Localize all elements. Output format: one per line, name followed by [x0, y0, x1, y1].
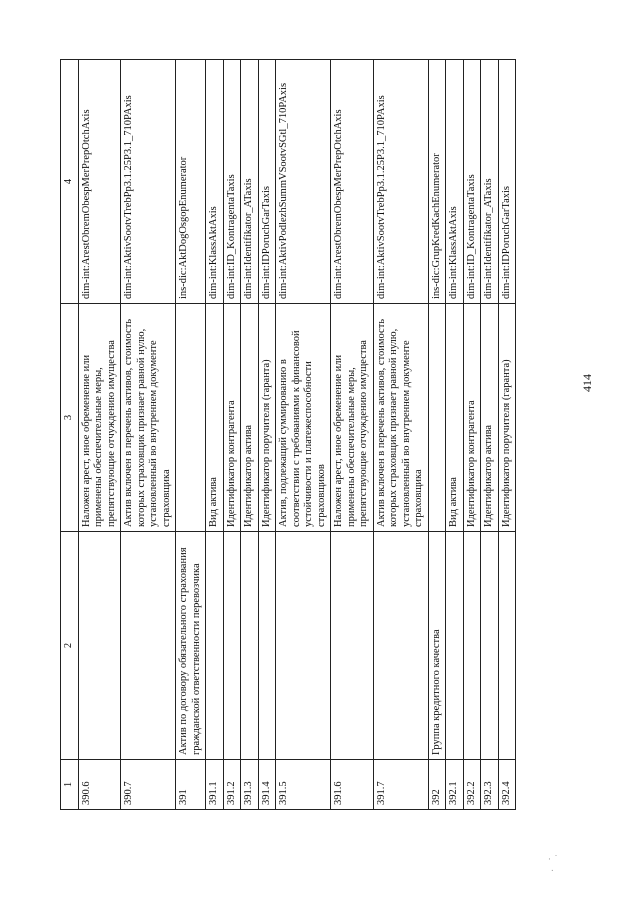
table-row — [206, 60, 224, 810]
table-row — [276, 60, 331, 810]
code-cell: dim-int:KlassAktAxis — [446, 60, 464, 304]
name-cell: Актив, подлежащий суммированию в соответствии с требованиями к финансовой устойчивости и платежеспособности страховщиков — [276, 304, 331, 532]
table-row — [481, 60, 499, 810]
group-cell — [446, 532, 464, 760]
row-number-cell: 392.4 — [498, 760, 516, 810]
code-cell: dim-int:IDPoruchGarTaxis — [498, 60, 516, 304]
table-row — [446, 60, 464, 810]
row-number-cell: 391.2 — [223, 760, 241, 810]
group-cell — [481, 532, 499, 760]
row-number-cell: 391.6 — [331, 760, 374, 810]
code-cell: dim-int:AktivSootvTrebPp3.1.25P3.1_710PAxis — [373, 60, 428, 304]
scan-marks: · ˙ . — [548, 855, 559, 874]
row-number-cell: 390.7 — [121, 760, 176, 810]
group-cell — [276, 532, 331, 760]
header-cell-3: 3 — [61, 304, 79, 532]
code-cell: dim-int:Identifikator_ATaxis — [481, 60, 499, 304]
table-row — [223, 60, 241, 810]
row-number-cell: 391 — [176, 760, 206, 810]
row-number-cell: 391.3 — [241, 760, 259, 810]
row-number-cell: 391.5 — [276, 760, 331, 810]
row-number-cell: 392 — [428, 760, 446, 810]
row-number-cell: 392.3 — [481, 760, 499, 810]
code-cell: dim-int:ArestObremObespMerPrepOtchAxis — [78, 60, 121, 304]
name-cell: Идентификатор поручителя (гаранта) — [498, 304, 516, 532]
table-row — [373, 60, 428, 810]
page-number: 414 — [580, 374, 594, 392]
code-cell: ins-dic:GrupKredKachEnumerator — [428, 60, 446, 304]
table-row — [498, 60, 516, 810]
group-cell — [78, 532, 121, 760]
group-cell — [223, 532, 241, 760]
code-cell: dim-int:Identifikator_ATaxis — [241, 60, 259, 304]
group-cell: Группа кредитного качества — [428, 532, 446, 760]
name-cell — [428, 304, 446, 532]
row-number-cell: 391.1 — [206, 760, 224, 810]
code-cell: dim-int:KlassAktAxis — [206, 60, 224, 304]
name-cell: Наложен арест, иное обременение или применены обеспечительные меры, препятствующие отчуждению имущества — [78, 304, 121, 532]
code-cell: dim-int:ID_KontragentaTaxis — [223, 60, 241, 304]
name-cell: Идентификатор поручителя (гаранта) — [258, 304, 276, 532]
group-cell — [241, 532, 259, 760]
table-row — [428, 60, 446, 810]
group-cell: Актив по договору обязательного страхования гражданской ответственности перевозчика — [176, 532, 206, 760]
table-row — [78, 60, 121, 810]
table-row — [258, 60, 276, 810]
header-row — [61, 60, 79, 810]
code-cell: dim-int:ArestObremObespMerPrepOtchAxis — [331, 60, 374, 304]
name-cell: Идентификатор контрагента — [463, 304, 481, 532]
name-cell: Актив включен в перечень активов, стоимость которых страховщик признает равной нулю, установленный во внутреннем документе страховщика — [373, 304, 428, 532]
name-cell: Идентификатор актива — [241, 304, 259, 532]
row-number-cell: 391.4 — [258, 760, 276, 810]
group-cell — [463, 532, 481, 760]
table-row — [463, 60, 481, 810]
rotated-table-wrapper — [60, 60, 580, 810]
table-row — [121, 60, 176, 810]
name-cell: Наложен арест, иное обременение или применены обеспечительные меры, препятствующие отчуждению имущества — [331, 304, 374, 532]
name-cell: Вид актива — [446, 304, 464, 532]
group-cell — [498, 532, 516, 760]
name-cell: Актив включен в перечень активов, стоимость которых страховщик признает равной нулю, установленный во внутреннем документе страховщика — [121, 304, 176, 532]
row-number-cell: 391.7 — [373, 760, 428, 810]
group-cell — [206, 532, 224, 760]
code-cell: dim-int:ID_KontragentaTaxis — [463, 60, 481, 304]
row-number-cell: 392.1 — [446, 760, 464, 810]
code-cell: dim-int:AktivPodlezhSummVSootvSGtl_710PAxis — [276, 60, 331, 304]
code-cell: dim-int:IDPoruchGarTaxis — [258, 60, 276, 304]
name-cell — [176, 304, 206, 532]
data-table — [60, 59, 516, 810]
name-cell: Вид актива — [206, 304, 224, 532]
group-cell — [373, 532, 428, 760]
group-cell — [331, 532, 374, 760]
group-cell — [258, 532, 276, 760]
code-cell: ins-dic:AktDogOsgopEnumerator — [176, 60, 206, 304]
row-number-cell: 392.2 — [463, 760, 481, 810]
header-cell-2: 2 — [61, 532, 79, 760]
code-cell: dim-int:AktivSootvTrebPp3.1.25P3.1_710PAxis — [121, 60, 176, 304]
header-cell-4: 4 — [61, 60, 79, 304]
name-cell: Идентификатор актива — [481, 304, 499, 532]
name-cell: Идентификатор контрагента — [223, 304, 241, 532]
table-row — [331, 60, 374, 810]
header-cell-1: 1 — [61, 760, 79, 810]
group-cell — [121, 532, 176, 760]
table-row — [241, 60, 259, 810]
table-row — [176, 60, 206, 810]
row-number-cell: 390.6 — [78, 760, 121, 810]
